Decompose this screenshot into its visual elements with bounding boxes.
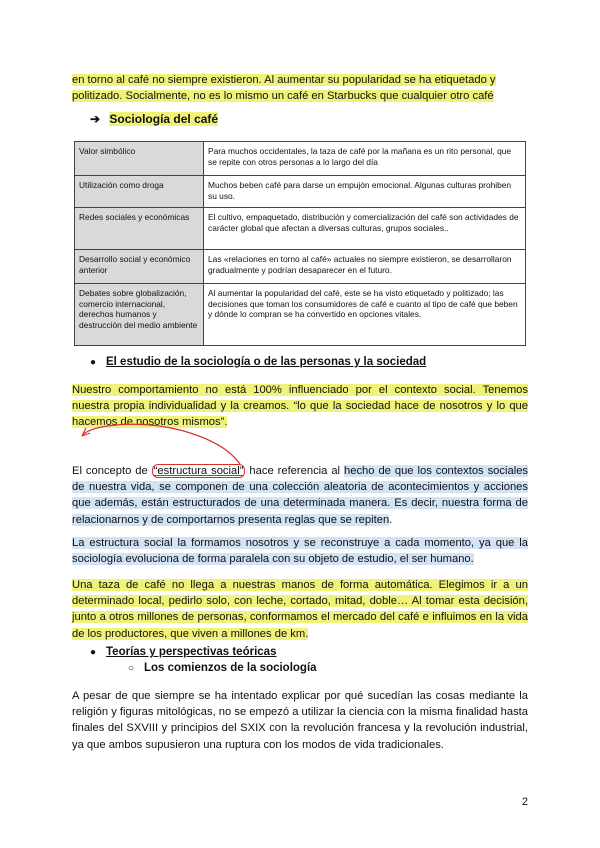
table-key-cell: Valor simbólico bbox=[75, 142, 204, 176]
paragraph-formamos bbox=[72, 535, 528, 567]
table-value-cell: Al aumentar la popularidad del café, este se ha visto etiquetado y politizado; las decisiones que toman los consumidores de café e cuanto al tipo de café que beben y dónde lo compran se ha convertido en opciones vitales. bbox=[204, 284, 526, 346]
table-row bbox=[75, 284, 526, 346]
paragraph-taza bbox=[72, 577, 528, 642]
arrow-icon: ➔ bbox=[90, 112, 101, 126]
bullet-icon: ● bbox=[90, 357, 97, 368]
page-number: 2 bbox=[521, 796, 528, 808]
coffee-sociology-table bbox=[74, 141, 526, 346]
table-key-cell: Utilización como droga bbox=[75, 176, 204, 208]
table-value-cell: Muchos beben café para darse un empujón emocional. Algunas culturas prohiben su uso. bbox=[204, 176, 526, 208]
paragraph-estructura-d: hecho de que los contextos sociales de nuestra vida, se componen de una colección aleatoria de acontecimientos y acciones que además, están estructurados de una determinada manera. Es decir, nuestra forma de relacionarnos y de comportarnos presenta reglas que se repiten bbox=[72, 465, 529, 526]
intro-paragraph bbox=[72, 72, 528, 104]
section-coffee-title: Sociología del café bbox=[109, 112, 219, 126]
table-row bbox=[75, 142, 526, 176]
table-value-cell: Para muchos occidentales, la taza de café por la mañana es un rito personal, que se repite con otros personas a lo largo del día bbox=[204, 142, 526, 176]
table-value-cell: Las «relaciones en torno al café» actuales no siempre existieron, se desarrollaron gradualmente y podrían desaparecer en el futuro. bbox=[204, 250, 526, 284]
paragraph-formamos-text: La estructura social la formamos nosotros y se reconstruye a cada momento, ya que la sociología evoluciona de forma paralela con su objeto de estudio, el ser humano. bbox=[72, 537, 528, 566]
table-value-cell: El cultivo, empaquetado, distribución y comercialización del café son actividades de carácter global que afectan a diversas culturas, grupos sociales.. bbox=[204, 208, 526, 250]
paragraph-estructura-e: . bbox=[389, 513, 393, 526]
paragraph-comienzos-text: A pesar de que siempre se ha intentado explicar por qué sucedían las cosas mediante la religión y figuras mitológicas, no se empezó a utilizar la ciencia con la misma finalidad hasta finales del SXVIII y principios del SXIX con la revolución francesa y la revolución industrial, ya que ambos supusieron una ruptura con los modos de vida tradicionales. bbox=[72, 690, 528, 751]
table-key-cell: Redes sociales y económicas bbox=[75, 208, 204, 250]
paragraph-comportamiento-text: Nuestro comportamiento no está 100% influenciado por el contexto social. Tenemos nuestra propia individualidad y la creamos. “lo que la sociedad hace de nosotros y lo que hacemos de nosotros mismos”. bbox=[72, 384, 528, 429]
table-row bbox=[75, 208, 526, 250]
table-row bbox=[75, 176, 526, 208]
hollow-bullet-icon: ○ bbox=[128, 663, 135, 674]
section-study-title: El estudio de la sociología o de las personas y la sociedad bbox=[106, 356, 427, 368]
bullet-icon: ● bbox=[90, 647, 97, 658]
intro-line-2: politizado. Socialmente, no es lo mismo un café en Starbucks que cualquier otro café bbox=[72, 90, 494, 103]
subsection-comienzos-title: Los comienzos de la sociología bbox=[144, 662, 317, 674]
paragraph-comienzos bbox=[72, 688, 528, 753]
table-row bbox=[75, 250, 526, 284]
estructura-social-term: “estructura social” bbox=[153, 465, 244, 477]
table-key-cell: Debates sobre globalización, comercio internacional, derechos humanos y destrucción del medio ambiente bbox=[75, 284, 204, 346]
intro-line-1: en torno al café no siempre existieron. Al aumentar su popularidad se ha etiquetado y bbox=[72, 74, 496, 86]
paragraph-estructura-a: El concepto de bbox=[72, 465, 152, 477]
paragraph-estructura-c: hace referencia al bbox=[245, 465, 345, 477]
paragraph-taza-text: Una taza de café no llega a nuestras manos de forma automática. Elegimos ir a un determinado local, pedirlo solo, con leche, cortado, mitad, doble… Al tomar esta decisión, junto a otros millones de personas, conformamos el mercado del café e influimos en la vida de los productores, que viven a millones de km. bbox=[72, 579, 528, 640]
table-key-cell: Desarrollo social y económico anterior bbox=[75, 250, 204, 284]
paragraph-estructura bbox=[72, 463, 528, 528]
section-theories-title: Teorías y perspectivas teóricas bbox=[106, 646, 277, 658]
section-coffee-heading bbox=[90, 112, 218, 126]
